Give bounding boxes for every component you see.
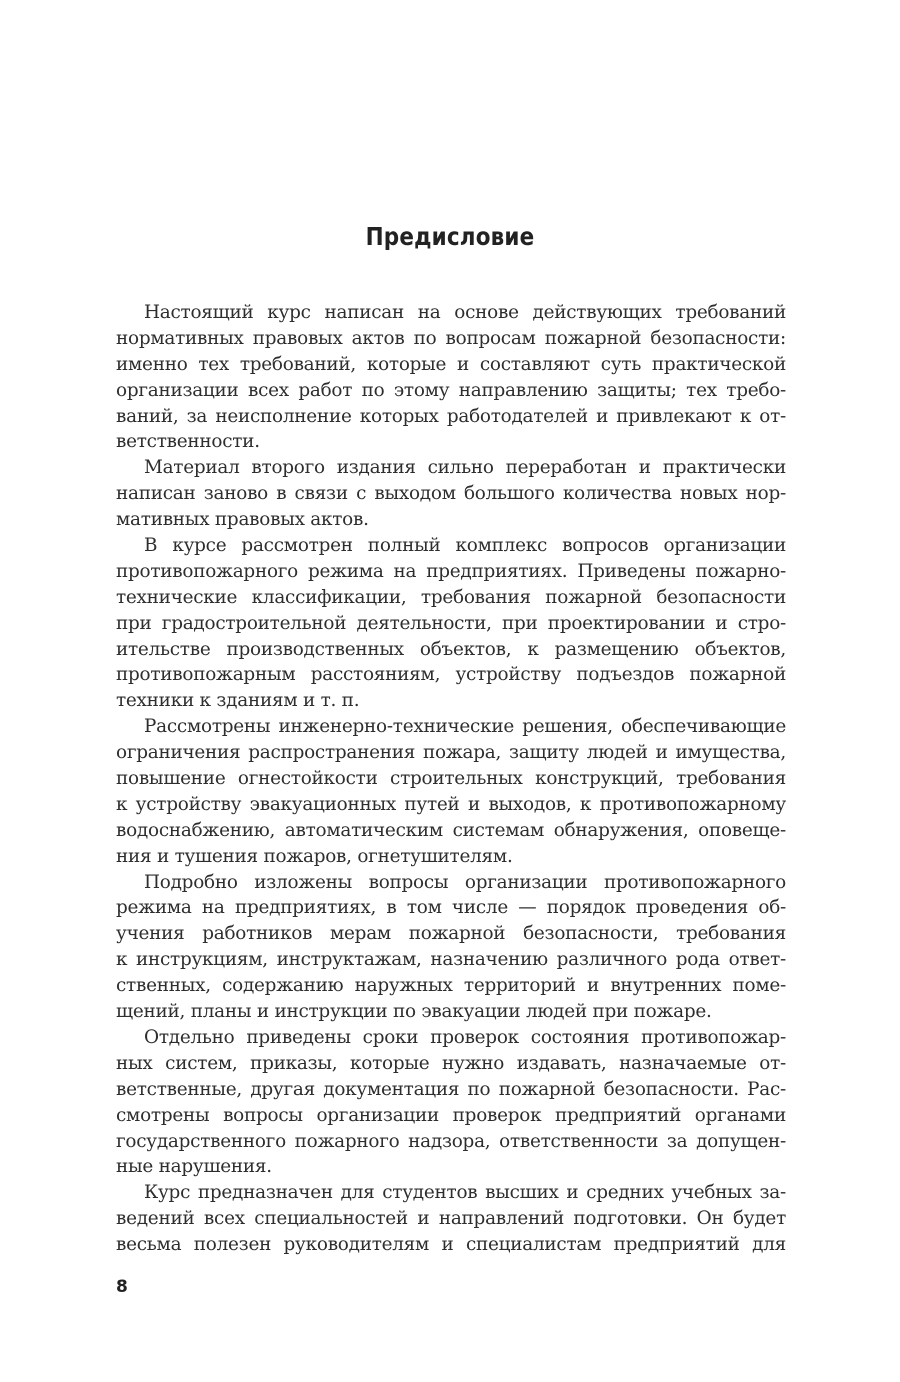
paragraph — [116, 870, 786, 1025]
text-line: ные нарушения. — [116, 1156, 272, 1178]
text-line: Рассмотрены инженерно-технические решения, обеспечивающие — [144, 716, 786, 738]
text-line: Подробно изложены вопросы организации противопожарного — [144, 871, 786, 893]
text-line: ветственные, другая документация по пожарной безопасности. Рас- — [116, 1078, 786, 1100]
text-line: написан заново в связи с выходом большого количества новых нор- — [116, 483, 786, 505]
text-line: организации всех работ по этому направлению защиты; тех требо- — [116, 379, 786, 401]
text-line: к инструкциям, инструктажам, назначению различного рода ответ- — [116, 949, 786, 971]
paragraph — [116, 714, 786, 869]
text-line: государственного пожарного надзора, ответственности за допущен- — [116, 1130, 786, 1152]
paragraph — [116, 1180, 786, 1258]
paragraph — [116, 1025, 786, 1180]
text-line: Настоящий курс написан на основе действующих требований — [144, 302, 786, 323]
text-line: режима на предприятиях, в том числе — порядок проведения об- — [116, 897, 786, 919]
page-title: Предисловие — [365, 222, 535, 251]
text-line: мативных правовых актов. — [116, 509, 369, 531]
text-line: противопожарным расстояниям, устройству подъездов пожарной — [116, 664, 786, 686]
text-line: щений, планы и инструкции по эвакуации людей при пожаре. — [116, 1001, 712, 1023]
text-line: смотрены вопросы организации проверок предприятий органами — [116, 1104, 786, 1126]
paragraph — [116, 455, 786, 533]
text-line: ственных, содержанию наружных территорий и внутренних поме- — [116, 975, 786, 997]
text-line: нормативных правовых актов по вопросам пожарной безопасности: — [116, 327, 786, 349]
text-line: учения работников мерам пожарной безопасности, требования — [116, 923, 786, 945]
text-line: противопожарного режима на предприятиях. Приведены пожарно- — [116, 560, 786, 582]
text-line: Курс предназначен для студентов высших и средних учебных за- — [144, 1182, 786, 1204]
text-line: повышение огнестойкости строительных конструкций, требования — [116, 768, 786, 790]
text-line: именно тех требований, которые и составляют суть практической — [116, 353, 786, 375]
page-number: 8 — [116, 1277, 128, 1297]
paragraph — [116, 300, 786, 455]
text-line: ния и тушения пожаров, огнетушителям. — [116, 845, 513, 867]
text-line: В курсе рассмотрен полный комплекс вопросов организации — [144, 535, 786, 557]
text-line: ветственности. — [116, 431, 260, 453]
text-line: ных систем, приказы, которые нужно издавать, назначаемые от- — [116, 1052, 786, 1074]
text-line: технические классификации, требования пожарной безопасности — [116, 586, 786, 608]
text-line: ограничения распространения пожара, защиту людей и имущества, — [116, 742, 786, 764]
text-line: ваний, за неисполнение которых работодателей и привлекают к от- — [116, 405, 786, 427]
text-line: Материал второго издания сильно переработан и практически — [144, 457, 786, 479]
text-line: водоснабжению, автоматическим системам обнаружения, оповеще- — [116, 819, 786, 841]
text-line: Отдельно приведены сроки проверок состояния противопожар- — [144, 1026, 786, 1048]
text-line: при градостроительной деятельности, при проектировании и стро- — [116, 612, 786, 634]
text-line: техники к зданиям и т. п. — [116, 690, 360, 712]
paragraph — [116, 533, 786, 714]
text-line: к устройству эвакуационных путей и выходов, к противопожарному — [116, 793, 786, 815]
body-text — [116, 300, 786, 1258]
text-line: ительстве производственных объектов, к размещению объектов, — [116, 638, 786, 660]
text-line: весьма полезен руководителям и специалистам предприятий для — [116, 1234, 786, 1256]
text-line: ведений всех специальностей и направлений подготовки. Он будет — [116, 1208, 786, 1230]
